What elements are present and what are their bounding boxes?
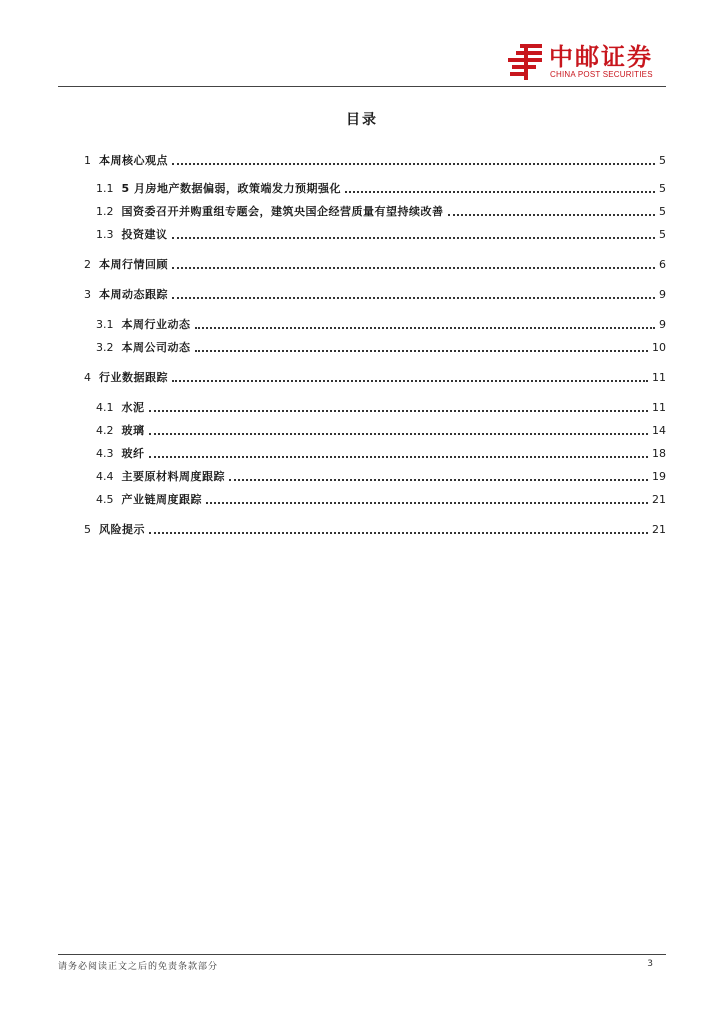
toc-entry[interactable]	[84, 256, 666, 272]
toc-entry-number: 1.2	[96, 205, 114, 218]
toc-entry-title: 本周核心观点	[99, 154, 168, 167]
toc-entry[interactable]	[84, 152, 666, 168]
toc-entry[interactable]	[96, 316, 666, 332]
footer-divider	[58, 954, 666, 955]
toc-entry-title: 投资建议	[121, 228, 168, 241]
header-divider	[58, 86, 666, 87]
toc-entry-page: 5	[659, 182, 666, 195]
toc-entry-number: 4.2	[96, 424, 114, 437]
toc-entry[interactable]	[96, 491, 666, 507]
toc-entry-title: 本周动态跟踪	[99, 288, 168, 301]
toc-entry-title: 行业数据跟踪	[99, 371, 168, 384]
toc-entry[interactable]	[84, 521, 666, 537]
toc-entry-page: 10	[652, 341, 666, 354]
toc-entry-page: 5	[659, 228, 666, 241]
toc-entry-page: 9	[659, 288, 666, 301]
toc-entry-number: 1.1	[96, 182, 114, 195]
toc-entry-page: 14	[652, 424, 666, 437]
toc-dot-leader	[195, 327, 656, 329]
toc-entry-title: 本周行情回顾	[99, 258, 168, 271]
toc-entry-title: 主要原材料周度跟踪	[121, 470, 225, 483]
toc-title: 目录	[346, 112, 378, 128]
toc-entry[interactable]	[96, 226, 666, 242]
toc-entry[interactable]	[96, 422, 666, 438]
toc-dot-leader	[149, 456, 649, 458]
toc-dot-leader	[149, 532, 648, 534]
toc-entry-title: 国资委召开并购重组专题会，建筑央国企经营质量有望持续改善	[121, 205, 444, 218]
toc-dot-leader	[149, 410, 649, 412]
toc-entry-number: 4.1	[96, 401, 114, 414]
toc-dot-leader	[172, 163, 655, 165]
toc-entry-number: 4.3	[96, 447, 114, 460]
toc-entry[interactable]	[96, 468, 666, 484]
toc-dot-leader	[149, 433, 649, 435]
toc-entry-number: 4.4	[96, 470, 114, 483]
toc-dot-leader	[172, 297, 655, 299]
china-post-logo-icon	[506, 43, 546, 81]
toc-entry[interactable]	[96, 399, 666, 415]
toc-entry-page: 6	[659, 258, 666, 271]
toc-entry-number: 3.1	[96, 318, 114, 331]
toc-entry-number: 4.5	[96, 493, 114, 506]
toc-dot-leader	[195, 350, 649, 352]
toc-dot-leader	[229, 479, 648, 481]
toc-entry-title: 本周公司动态	[121, 341, 191, 354]
toc-entry-page: 5	[659, 205, 666, 218]
toc-dot-leader	[345, 191, 655, 193]
toc-entry-page: 18	[652, 447, 666, 460]
company-logo	[506, 43, 666, 83]
toc-entry-number: 3	[84, 288, 91, 301]
toc-entry-page: 11	[652, 371, 666, 384]
toc-entry-title: 风险提示	[99, 523, 145, 536]
toc-entry-page: 5	[659, 154, 666, 167]
toc-entry-number: 1.3	[96, 228, 114, 241]
toc-entry-number: 5	[84, 523, 91, 536]
toc-dot-leader	[172, 380, 648, 382]
footer-page-number: 3	[647, 959, 653, 969]
toc-entry-page: 19	[652, 470, 666, 483]
toc-entry[interactable]	[84, 286, 666, 302]
toc-dot-leader	[206, 502, 648, 504]
toc-entry-title: 5 月房地产数据偏弱，政策端发力预期强化	[121, 182, 341, 195]
logo-english-name: CHINA POST SECURITIES	[550, 70, 653, 79]
toc-entry-number: 1	[84, 154, 91, 167]
toc-entry-title: 本周行业动态	[121, 318, 191, 331]
toc-entry[interactable]	[96, 180, 666, 196]
toc-entry-title: 水泥	[121, 401, 145, 414]
toc-dot-leader	[448, 214, 656, 216]
toc-entry-title: 产业链周度跟踪	[121, 493, 202, 506]
toc-entry-title: 玻纤	[121, 447, 145, 460]
toc-entry[interactable]	[96, 339, 666, 355]
logo-chinese-name: 中邮证券	[549, 43, 653, 71]
toc-entry-page: 21	[652, 523, 666, 536]
toc-entry[interactable]	[96, 445, 666, 461]
toc-entry-page: 11	[652, 401, 666, 414]
toc-entry-number: 3.2	[96, 341, 114, 354]
toc-entry-page: 9	[659, 318, 666, 331]
toc-entry[interactable]	[84, 369, 666, 385]
toc-dot-leader	[172, 237, 656, 239]
toc-entry-title: 玻璃	[121, 424, 145, 437]
toc-entry-number: 4	[84, 371, 91, 384]
toc-dot-leader	[172, 267, 655, 269]
footer-disclaimer: 请务必阅读正文之后的免责条款部分	[58, 962, 219, 972]
toc-entry[interactable]	[96, 203, 666, 219]
toc-entry-page: 21	[652, 493, 666, 506]
toc-entry-number: 2	[84, 258, 91, 271]
